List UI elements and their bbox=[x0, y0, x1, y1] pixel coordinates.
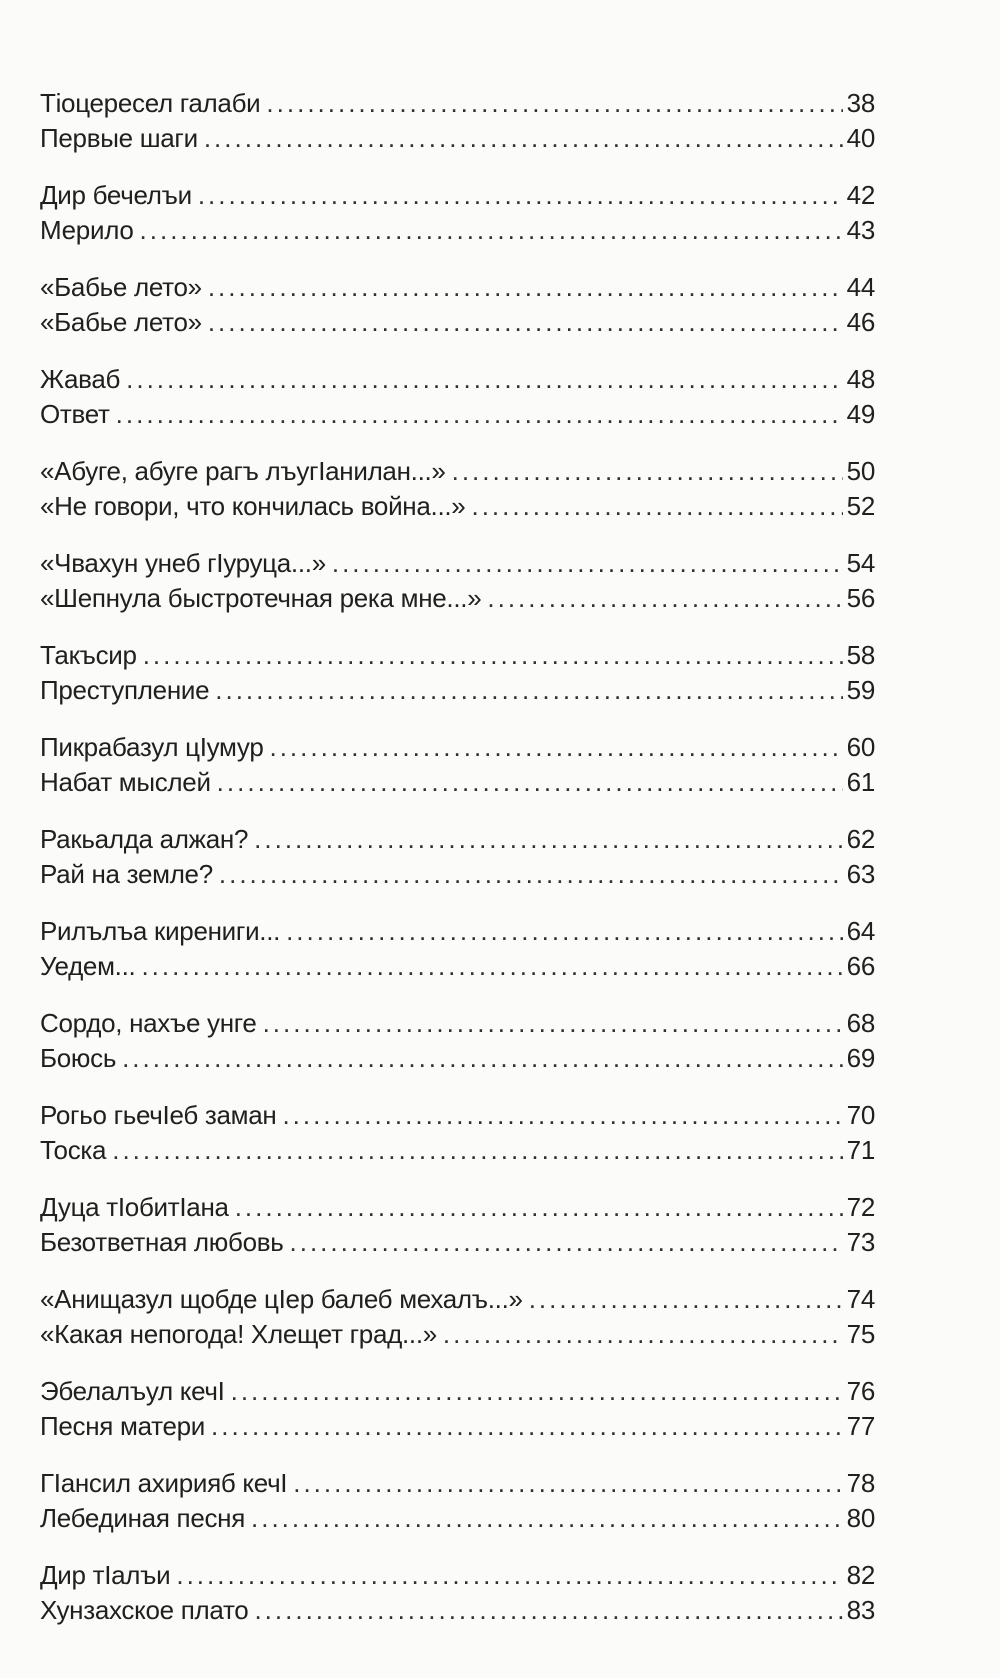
dot-leader bbox=[198, 178, 843, 213]
toc-entry bbox=[40, 1006, 875, 1041]
toc-entry bbox=[40, 730, 875, 765]
dot-leader bbox=[487, 581, 842, 616]
dot-leader bbox=[443, 1317, 843, 1352]
toc-group bbox=[40, 730, 875, 800]
dot-leader bbox=[529, 1282, 843, 1317]
toc-entry-page-number: 75 bbox=[846, 1319, 875, 1349]
toc-entry-title: «Бабье лето» bbox=[40, 272, 202, 302]
toc-entry bbox=[40, 1225, 875, 1260]
toc-entry-title: Безответная любовь bbox=[40, 1227, 284, 1257]
toc-entry-title: Такъсир bbox=[40, 640, 137, 670]
toc-entry-page-number: 78 bbox=[846, 1468, 875, 1498]
toc-entry-page-number: 52 bbox=[846, 491, 875, 521]
toc-entry bbox=[40, 489, 875, 524]
toc-entry-title: Дир бечелъи bbox=[40, 180, 192, 210]
toc-entry-page-number: 58 bbox=[846, 640, 875, 670]
dot-leader bbox=[211, 1409, 843, 1444]
toc-entry bbox=[40, 178, 875, 213]
dot-leader bbox=[204, 121, 843, 156]
table-of-contents bbox=[40, 86, 875, 1650]
dot-leader bbox=[231, 1374, 843, 1409]
toc-entry-page-number: 74 bbox=[846, 1284, 875, 1314]
toc-group bbox=[40, 270, 875, 340]
dot-leader bbox=[263, 1006, 843, 1041]
toc-entry bbox=[40, 949, 875, 984]
toc-entry-title: «Абуге, абуге рагъ лъугІанилан...» bbox=[40, 456, 446, 486]
toc-entry-page-number: 44 bbox=[846, 272, 875, 302]
toc-entry bbox=[40, 86, 875, 121]
toc-entry-page-number: 80 bbox=[846, 1503, 875, 1533]
toc-group bbox=[40, 86, 875, 156]
toc-entry-page-number: 70 bbox=[846, 1100, 875, 1130]
toc-entry-page-number: 42 bbox=[846, 180, 875, 210]
toc-entry bbox=[40, 638, 875, 673]
toc-group bbox=[40, 638, 875, 708]
toc-entry-page-number: 50 bbox=[846, 456, 875, 486]
toc-entry-title: ГІансил ахирияб кечІ bbox=[40, 1468, 288, 1498]
toc-entry-page-number: 54 bbox=[846, 548, 875, 578]
dot-leader bbox=[141, 949, 842, 984]
toc-entry-title: Набат мыслей bbox=[40, 767, 211, 797]
toc-entry-title: Дир тІалъи bbox=[40, 1560, 171, 1590]
dot-leader bbox=[143, 638, 843, 673]
dot-leader bbox=[219, 857, 843, 892]
toc-entry bbox=[40, 1133, 875, 1168]
dot-leader bbox=[471, 489, 842, 524]
toc-entry bbox=[40, 673, 875, 708]
toc-entry-page-number: 69 bbox=[846, 1043, 875, 1073]
dot-leader bbox=[286, 914, 843, 949]
toc-entry bbox=[40, 1317, 875, 1352]
toc-entry-page-number: 82 bbox=[846, 1560, 875, 1590]
toc-entry-page-number: 72 bbox=[846, 1192, 875, 1222]
dot-leader bbox=[452, 454, 843, 489]
toc-entry-page-number: 66 bbox=[846, 951, 875, 981]
toc-entry-title: Лебединая песня bbox=[40, 1503, 246, 1533]
toc-entry-page-number: 59 bbox=[846, 675, 875, 705]
toc-entry bbox=[40, 1501, 875, 1536]
dot-leader bbox=[332, 546, 843, 581]
toc-entry bbox=[40, 454, 875, 489]
toc-entry-title: Боюсь bbox=[40, 1043, 117, 1073]
dot-leader bbox=[235, 1190, 843, 1225]
dot-leader bbox=[176, 1558, 842, 1593]
dot-leader bbox=[254, 822, 843, 857]
toc-group bbox=[40, 1282, 875, 1352]
toc-entry-page-number: 64 bbox=[846, 916, 875, 946]
toc-entry-title: Уедем... bbox=[40, 951, 136, 981]
toc-entry bbox=[40, 270, 875, 305]
dot-leader bbox=[266, 86, 842, 121]
toc-group bbox=[40, 1466, 875, 1536]
toc-group bbox=[40, 1006, 875, 1076]
dot-leader bbox=[126, 362, 843, 397]
toc-entry bbox=[40, 213, 875, 248]
dot-leader bbox=[122, 1041, 843, 1076]
toc-entry bbox=[40, 1593, 875, 1628]
toc-entry bbox=[40, 857, 875, 892]
toc-entry-page-number: 43 bbox=[846, 215, 875, 245]
toc-entry-title: Хунзахское плато bbox=[40, 1595, 249, 1625]
dot-leader bbox=[140, 213, 843, 248]
toc-entry bbox=[40, 305, 875, 340]
toc-entry-title: Рай на земле? bbox=[40, 859, 213, 889]
toc-entry bbox=[40, 1558, 875, 1593]
toc-entry bbox=[40, 1374, 875, 1409]
toc-entry-title: «Шепнула быстротечная река мне...» bbox=[40, 583, 482, 613]
toc-entry bbox=[40, 546, 875, 581]
toc-entry-title: «Анищазул щобде цІер балеб мехалъ...» bbox=[40, 1284, 523, 1314]
toc-group bbox=[40, 914, 875, 984]
toc-entry-page-number: 62 bbox=[846, 824, 875, 854]
dot-leader bbox=[269, 730, 842, 765]
toc-group bbox=[40, 454, 875, 524]
toc-entry-title: Первые шаги bbox=[40, 123, 198, 153]
toc-entry-title: Дуца тІобитІана bbox=[40, 1192, 229, 1222]
toc-entry-page-number: 76 bbox=[846, 1376, 875, 1406]
toc-group bbox=[40, 1558, 875, 1628]
toc-entry-title: «Какая непогода! Хлещет град...» bbox=[40, 1319, 437, 1349]
toc-group bbox=[40, 546, 875, 616]
toc-entry bbox=[40, 822, 875, 857]
toc-entry-page-number: 38 bbox=[846, 88, 875, 118]
toc-entry-title: Песня матери bbox=[40, 1411, 206, 1441]
toc-entry-page-number: 77 bbox=[846, 1411, 875, 1441]
toc-entry bbox=[40, 1409, 875, 1444]
dot-leader bbox=[293, 1466, 842, 1501]
toc-group bbox=[40, 1190, 875, 1260]
toc-entry bbox=[40, 914, 875, 949]
dot-leader bbox=[112, 1133, 842, 1168]
dot-leader bbox=[290, 1225, 843, 1260]
toc-entry bbox=[40, 1466, 875, 1501]
toc-entry-page-number: 40 bbox=[846, 123, 875, 153]
dot-leader bbox=[208, 305, 843, 340]
toc-entry-page-number: 83 bbox=[846, 1595, 875, 1625]
dot-leader bbox=[251, 1501, 843, 1536]
toc-entry-title: Рилълъа кирениги... bbox=[40, 916, 281, 946]
toc-group bbox=[40, 1374, 875, 1444]
toc-entry-title: Ответ bbox=[40, 399, 110, 429]
toc-entry-title: Рогьо гьечІеб заман bbox=[40, 1100, 277, 1130]
toc-entry-title: Эбелалъул кечІ bbox=[40, 1376, 225, 1406]
toc-group bbox=[40, 362, 875, 432]
toc-entry-title: «Бабье лето» bbox=[40, 307, 202, 337]
toc-entry-title: «Не говори, что кончилась война...» bbox=[40, 491, 466, 521]
toc-entry-title: Пикрабазул цІумур bbox=[40, 732, 264, 762]
toc-group bbox=[40, 822, 875, 892]
toc-entry-title: Сордо, нахъе унге bbox=[40, 1008, 257, 1038]
toc-entry-page-number: 46 bbox=[846, 307, 875, 337]
toc-entry-title: Тоска bbox=[40, 1135, 107, 1165]
dot-leader bbox=[208, 270, 843, 305]
toc-entry bbox=[40, 1041, 875, 1076]
toc-entry bbox=[40, 1098, 875, 1133]
toc-entry bbox=[40, 121, 875, 156]
toc-entry bbox=[40, 581, 875, 616]
dot-leader bbox=[217, 765, 843, 800]
toc-entry-page-number: 73 bbox=[846, 1227, 875, 1257]
toc-entry-page-number: 48 bbox=[846, 364, 875, 394]
toc-entry-page-number: 68 bbox=[846, 1008, 875, 1038]
toc-group bbox=[40, 1098, 875, 1168]
dot-leader bbox=[254, 1593, 842, 1628]
toc-entry-page-number: 63 bbox=[846, 859, 875, 889]
toc-entry-page-number: 71 bbox=[846, 1135, 875, 1165]
toc-entry bbox=[40, 362, 875, 397]
toc-entry-page-number: 60 bbox=[846, 732, 875, 762]
toc-entry bbox=[40, 397, 875, 432]
toc-group bbox=[40, 178, 875, 248]
dot-leader bbox=[116, 397, 843, 432]
toc-entry bbox=[40, 1282, 875, 1317]
dot-leader bbox=[215, 673, 842, 708]
toc-entry-title: Тіоцересел галаби bbox=[40, 88, 261, 118]
toc-entry-page-number: 49 bbox=[846, 399, 875, 429]
dot-leader bbox=[282, 1098, 842, 1133]
toc-entry-title: «Чвахун унеб гІуруца...» bbox=[40, 548, 326, 578]
toc-entry-page-number: 56 bbox=[846, 583, 875, 613]
toc-entry-page-number: 61 bbox=[846, 767, 875, 797]
toc-entry bbox=[40, 765, 875, 800]
toc-entry-title: Преступление bbox=[40, 675, 210, 705]
toc-entry-title: Жаваб bbox=[40, 364, 121, 394]
toc-entry-title: Мерило bbox=[40, 215, 134, 245]
toc-entry-title: Ракьалда алжан? bbox=[40, 824, 249, 854]
toc-entry bbox=[40, 1190, 875, 1225]
